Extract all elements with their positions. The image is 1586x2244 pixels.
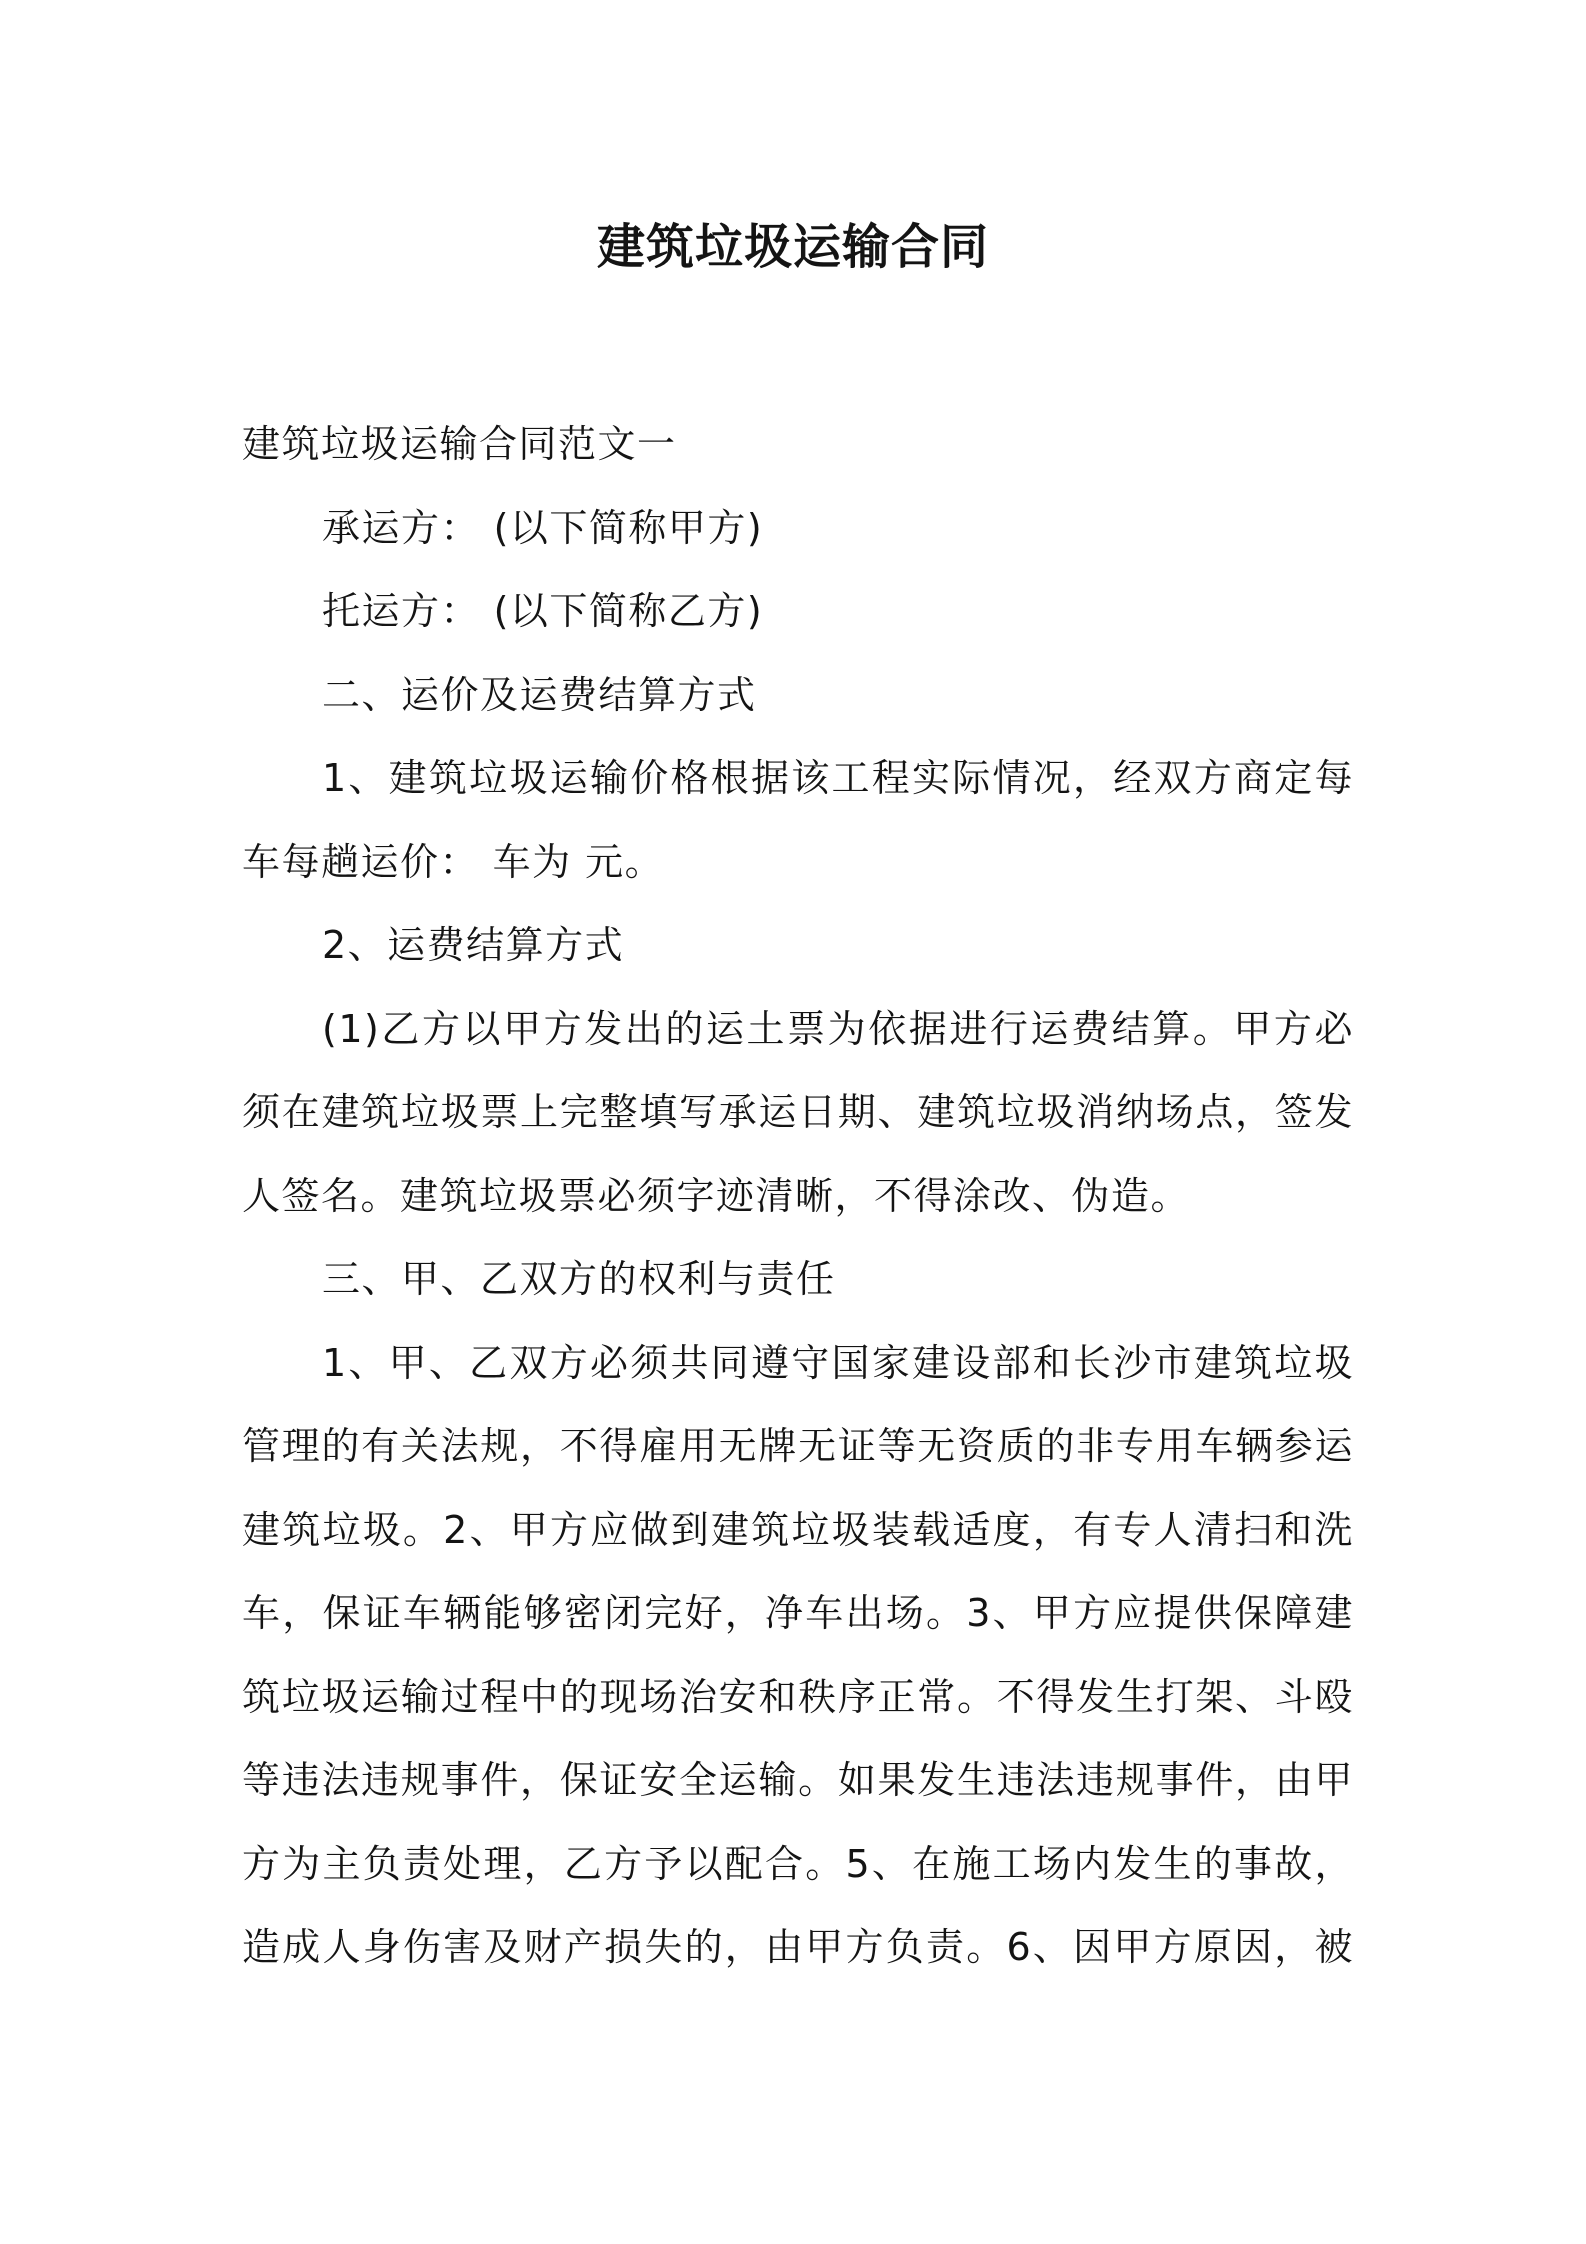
text-line: 人签名。建筑垃圾票必须字迹清晰，不得涂改、伪造。 <box>242 1173 1191 1218</box>
text-line: 2、运费结算方式 <box>322 923 625 967</box>
text-line: 建筑垃圾运输合同范文一 <box>242 422 677 466</box>
text-line: 托运方： (以下简称乙方) <box>322 589 764 633</box>
text-line: 造成人身伤害及财产损失的，由甲方负责。6、因甲方原因，被 <box>242 1925 1354 1969</box>
clause-2-2-heading <box>242 904 1354 988</box>
clause-3-heading <box>242 1238 1354 1322</box>
page-title: 建筑垃圾运输合同 <box>596 219 989 275</box>
text-line: 建筑垃圾。2、甲方应做到建筑垃圾装载适度，有专人清扫和洗 <box>242 1507 1354 1552</box>
section-heading <box>242 403 1354 487</box>
text-line: 方为主负责处理，乙方予以配合。5、在施工场内发生的事故， <box>242 1841 1354 1886</box>
carrier-party-line <box>242 487 1354 571</box>
text-line: (1)乙方以甲方发出的运土票为依据进行运费结算。甲方必 <box>322 1006 1354 1051</box>
shipper-party-line <box>242 570 1354 654</box>
text-line: 1、甲、乙双方必须共同遵守国家建设部和长沙市建筑垃圾 <box>322 1340 1354 1385</box>
clause-2-heading <box>242 654 1354 738</box>
text-line: 等违法违规事件，保证安全运输。如果发生违法违规事件，由甲 <box>242 1758 1354 1802</box>
clause-2-2-1 <box>242 988 1354 1239</box>
text-line: 车，保证车辆能够密闭完好，净车出场。3、甲方应提供保障建 <box>242 1591 1354 1635</box>
text-line: 1、建筑垃圾运输价格根据该工程实际情况，经双方商定每 <box>322 756 1354 800</box>
text-line: 二、运价及运费结算方式 <box>322 672 757 717</box>
document-body <box>242 403 1354 1990</box>
text-line: 三、甲、乙双方的权利与责任 <box>322 1257 836 1301</box>
text-line: 管理的有关法规，不得雇用无牌无证等无资质的非专用车辆参运 <box>242 1424 1354 1468</box>
text-line: 承运方： (以下简称甲方) <box>322 505 764 550</box>
clause-2-1 <box>242 737 1354 904</box>
clause-3-body <box>242 1322 1354 1990</box>
text-line: 筑垃圾运输过程中的现场治安和秩序正常。不得发生打架、斗殴 <box>242 1674 1354 1719</box>
text-line: 车每趟运价： 车为 元。 <box>242 839 665 884</box>
text-line: 须在建筑垃圾票上完整填写承运日期、建筑垃圾消纳场点，签发 <box>242 1090 1354 1134</box>
